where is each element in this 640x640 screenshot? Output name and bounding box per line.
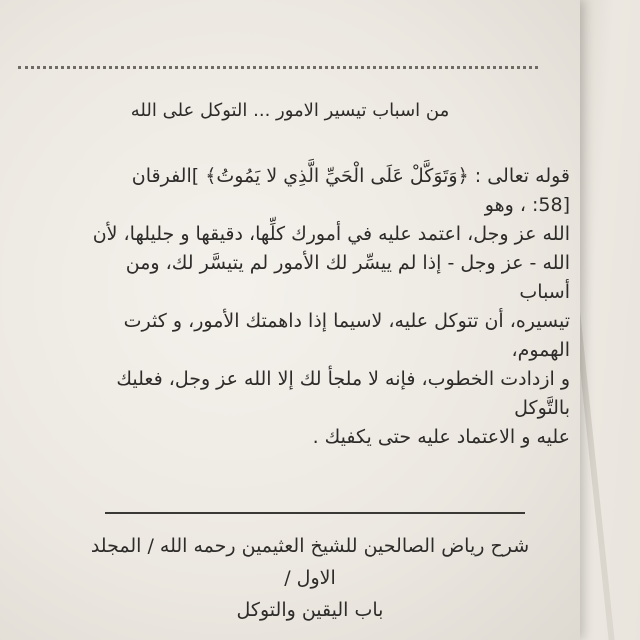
body-line: عليه و الاعتماد عليه حتى يكفيك . <box>312 426 570 448</box>
dotted-divider <box>18 66 538 69</box>
body-line: أسباب <box>519 281 570 303</box>
body-line: و ازدادت الخطوب، فإنه لا ملجأ لك إلا الله عز وجل، فعليك <box>116 368 570 390</box>
body-line: الله - عز وجل - إذا لم ييسِّر لك الأمور لم يتيسَّر لك، ومن <box>125 252 570 274</box>
body-text <box>30 162 570 452</box>
body-line: بالتَّوكل <box>514 397 570 419</box>
source-citation <box>50 530 570 626</box>
source-line: باب اليقين والتوكل <box>236 599 384 621</box>
source-line: الاول / <box>284 567 336 589</box>
body-line: قوله تعالى : ﴿وَتَوَكَّلْ عَلَى الْحَيِّ الَّذِي لا يَمُوتُ﴾ ]الفرقان <box>131 165 570 187</box>
source-line: شرح رياض الصالحين للشيخ العثيمين رحمه الله / المجلد <box>90 535 530 557</box>
body-line: [58: ، وهو <box>484 194 570 216</box>
body-line: الله عز وجل، اعتمد عليه في أمورك كلِّها، دقيقها و جليلها، لأن <box>92 223 570 245</box>
page-heading: من اسباب تيسير الامور ... التوكل على الله <box>130 100 450 121</box>
source-divider <box>105 512 525 514</box>
body-line: الهموم، <box>511 339 570 361</box>
body-line: تيسيره، أن تتوكل عليه، لاسيما إذا داهمتك الأمور، و كثرت <box>123 310 570 332</box>
